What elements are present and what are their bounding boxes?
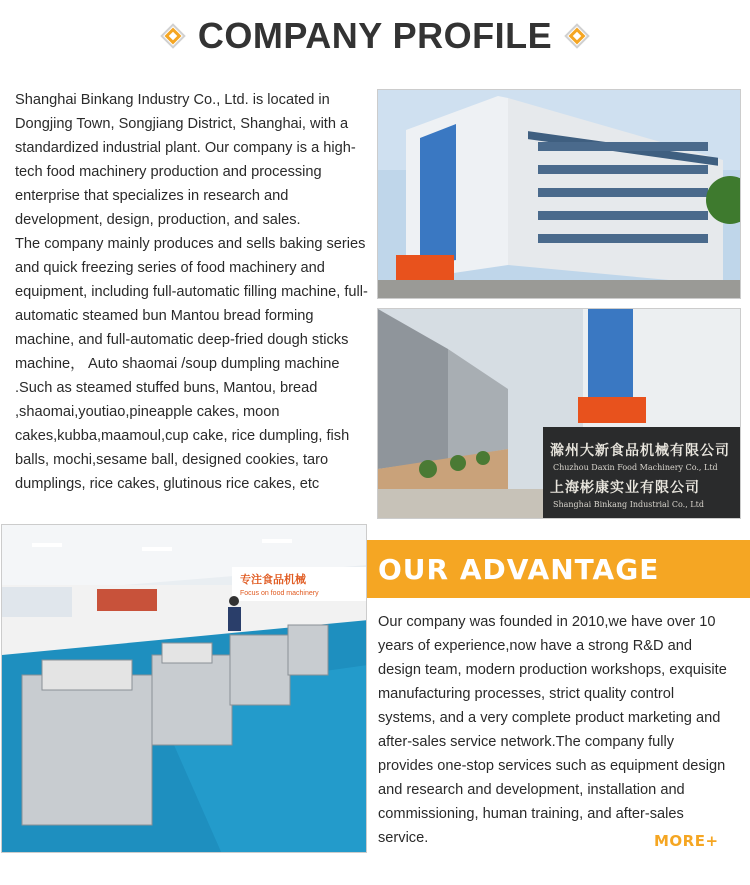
workshop-photo <box>1 524 367 853</box>
diamond-right-icon <box>562 21 592 51</box>
more-button[interactable]: MORE+ <box>654 832 719 850</box>
workshop-banner-chinese: 专注食品机械 <box>240 574 306 586</box>
workshop-banner-english: Focus on food machinery <box>240 590 319 597</box>
intro-paragraph-1: Shanghai Binkang Industry Co., Ltd. is located in Dongjing Town, Songjiang District, Shanghai, with a standardized industrial plant. Our company is a high-tech food machinery production and processing enterprise that specializes in research and development, design, production, and sales. <box>15 92 356 228</box>
gate-sign-line-1: 滁州大新食品机械有限公司 <box>550 443 730 459</box>
company-gate-photo <box>377 308 741 519</box>
gate-sign-line-3: 上海彬康实业有限公司 <box>550 480 700 496</box>
advantage-text: Our company was founded in 2010,we have over 10 years of experience,now have a strong R&D and design team, modern production workshops, exquisite manufacturing processes, strict quality control systems, and a very complete product marketing and after-sales service network.The company fully provides one-stop services such as equipment design and research and development, installation and commissioning, human training, and after-sales service. <box>378 614 727 846</box>
section-header <box>0 0 750 72</box>
intro-paragraph-2: The company mainly produces and sells baking series and quick freezing series of food machinery and equipment, including full-automatic filling machine, full-automatic steamed bun Mantou bread forming machine, and full-automatic deep-fried dough sticks machine， Auto shaomai /soup dumpling machine .Such as steamed stuffed buns, Mantou, bread ,shaomai,youtiao,pineapple cakes, moon cakes,kubba,maamoul,cup cake, rice dumpling, fish balls, mochi,sesame ball, designed cookies, taro dumplings, rice cakes, glutinous rice cakes, etc <box>15 236 368 492</box>
company-intro <box>15 88 370 496</box>
gate-sign-line-2: Chuzhou Daxin Food Machinery Co., Ltd <box>553 463 718 472</box>
page-title: COMPANY PROFILE <box>197 15 553 56</box>
diamond-left-icon <box>158 21 188 51</box>
advantage-header <box>367 540 750 598</box>
office-building-photo <box>377 89 741 299</box>
advantage-title: OUR ADVANTAGE <box>378 552 660 586</box>
gate-sign-line-4: Shanghai Binkang Industrial Co., Ltd <box>553 500 704 509</box>
